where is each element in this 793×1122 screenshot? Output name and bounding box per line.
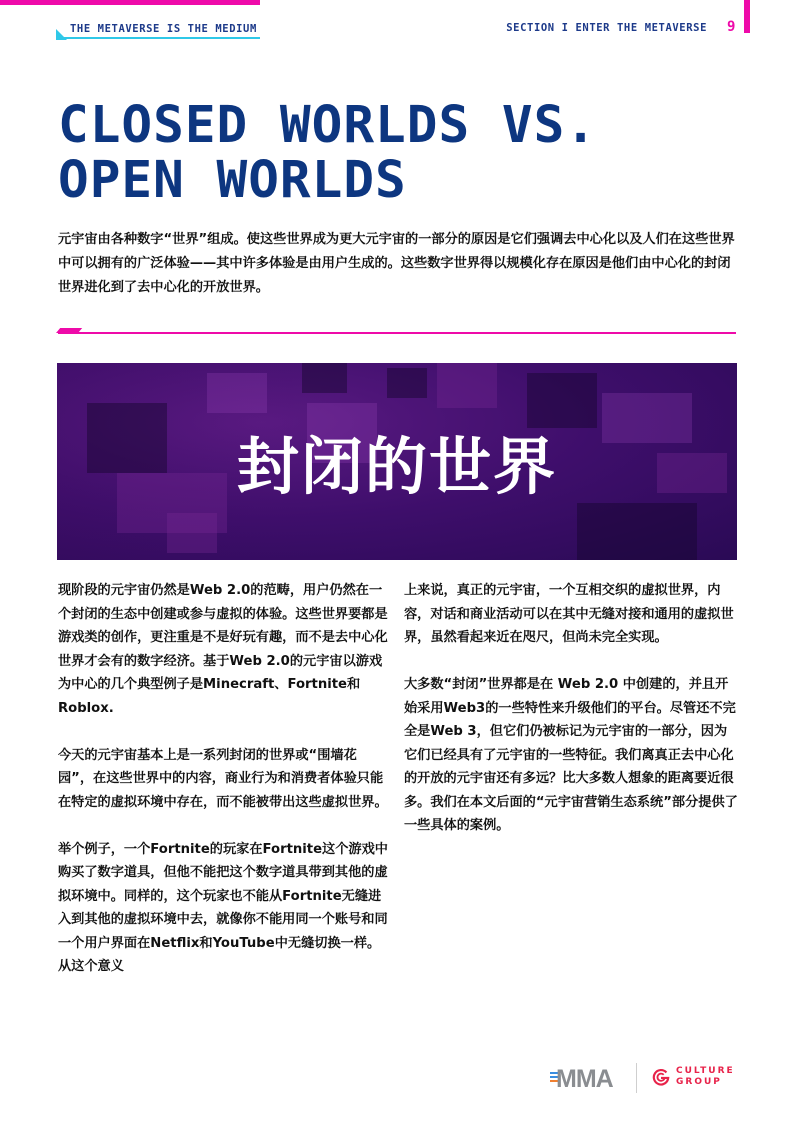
body-paragraph: 举个例子，一个Fortnite的玩家在Fortnite这个游戏中购买了数字道具，但他不能把这个数字道具带到其他的虚拟环境中。同样的，这个玩家也不能从Fortnite无缝进入到其他的虚拟环境中去，就像你不能用同一个账号和同一个用户界面在Netflix和YouTube中无缝切换一样。从这个意义 [58,841,388,974]
header-left-label: THE METAVERSE IS THE MEDIUM [70,23,257,35]
footer-divider [636,1063,637,1093]
hero-banner [57,363,737,560]
section-divider [58,332,736,334]
body-left-column [58,579,388,1002]
body-paragraph: 今天的元宇宙基本上是一系列封闭的世界或“围墙花园”，在这些世界中的内容，商业行为和消费者体验只能在特定的虚拟环境中存在，而不能被带出这些虚拟世界。 [58,747,388,810]
culture-group-logo [676,1066,735,1088]
culture-group-line2: GROUP [676,1077,722,1087]
intro-paragraph: 元宇宙由各种数字“世界”组成。使这些世界成为更大元宇宙的一部分的原因是它们强调去中心化以及人们在这些世界中可以拥有的广泛体验——其中许多体验是由用户生成的。这些数字世界得以规模化存在原因是他们由中心化的封闭世界进化到了去中心化的开放世界。 [58,232,735,295]
body-paragraph: 大多数“封闭”世界都是在 Web 2.0 中创建的，并且开始采用Web3的一些特性来升级他们的平台。尽管还不完全是Web 3，但它们仍被标记为元宇宙的一部分，因为它们已经具有了元宇宙的一些特征。我们离真正去中心化的开放的元宇宙还有多远？比大多数人想象的距离要近很多。我们在本文后面的“元宇宙营销生态系统”部分提供了一些具体的案例。 [404,677,738,833]
page-title [58,98,597,208]
hero-title: 封闭的世界 [236,430,557,503]
culture-group-line1: CULTURE [676,1066,735,1076]
body-right-column [404,579,738,861]
body-paragraph: 上来说，真正的元宇宙，一个互相交织的虚拟世界，内容，对话和商业活动可以在其中无缝对接和通用的虚拟世界，虽然看起来近在咫尺，但尚未完全实现。 [404,583,734,645]
footer-logos [550,1063,750,1093]
header-section-label: SECTION I ENTER THE METAVERSE [506,22,707,34]
title-line-2: OPEN WORLDS [58,151,407,210]
page-number: 9 [727,19,736,35]
title-line-1: CLOSED WORLDS VS. [58,96,597,155]
page-marker-bar [744,0,750,33]
top-accent-bar [0,0,260,5]
running-header-left [56,21,260,39]
header-underline [56,37,260,39]
mma-logo: MMA [556,1065,613,1093]
body-paragraph: 现阶段的元宇宙仍然是Web 2.0的范畴，用户仍然在一个封闭的生态中创建或参与虚拟的体验。这些世界要都是游戏类的创作，更注重是不是好玩有趣，而不是去中心化世界才会有的数字经济。基于Web 2.0的元宇宙以游戏为中心的几个典型例子是Minecraft、Fortnite和 Roblox. [58,583,388,716]
culture-group-logo-icon [652,1068,670,1086]
